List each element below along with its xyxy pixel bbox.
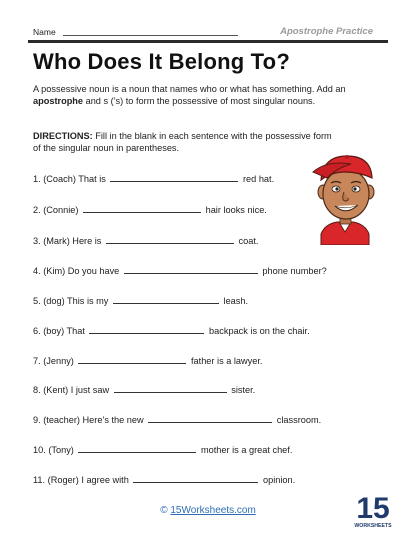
question-row xyxy=(33,204,267,215)
question-ending: opinion. xyxy=(262,475,296,485)
directions-label: DIRECTIONS: xyxy=(33,131,93,141)
site-link[interactable]: 15Worksheets.com xyxy=(170,505,256,516)
question-prompt: 5. (dog) This is my xyxy=(33,296,109,306)
copyright-symbol: © xyxy=(160,505,168,516)
logo-number: 15 xyxy=(356,492,390,525)
question-prompt: 1. (Coach) That is xyxy=(33,174,106,184)
answer-blank[interactable] xyxy=(78,355,186,364)
answer-blank[interactable] xyxy=(78,444,196,453)
question-row xyxy=(33,384,255,395)
question-row xyxy=(33,325,310,336)
question-ending: sister. xyxy=(231,385,256,395)
worksheets-logo-icon xyxy=(352,491,394,529)
name-label: Name xyxy=(33,27,56,37)
question-prompt: 9. (teacher) Here’s the new xyxy=(33,415,144,425)
question-prompt: 10. (Tony) xyxy=(33,445,74,455)
question-row xyxy=(33,444,292,455)
answer-blank[interactable] xyxy=(124,265,258,274)
question-prompt: 3. (Mark) Here is xyxy=(33,236,102,246)
question-row xyxy=(33,355,262,366)
cartoon-man-icon xyxy=(303,150,388,245)
question-row xyxy=(33,235,258,246)
answer-blank[interactable] xyxy=(113,295,219,304)
question-ending: coat. xyxy=(238,236,259,246)
question-ending: classroom. xyxy=(276,415,322,425)
question-row xyxy=(33,265,327,276)
question-row xyxy=(33,414,321,425)
question-prompt: 4. (Kim) Do you have xyxy=(33,266,120,276)
question-ending: red hat. xyxy=(242,174,275,184)
answer-blank[interactable] xyxy=(133,474,258,483)
answer-blank[interactable] xyxy=(83,204,201,213)
intro-bold-word: apostrophe xyxy=(33,95,84,106)
question-row xyxy=(33,173,274,184)
question-ending: father is a lawyer. xyxy=(190,356,263,366)
answer-blank[interactable] xyxy=(148,414,272,423)
series-title: Apostrophe Practice xyxy=(280,26,373,37)
answer-blank[interactable] xyxy=(110,173,238,182)
logo-caption: WORKSHEETS xyxy=(354,523,392,529)
directions-text: Fill in the blank in each sentence with the possessive form of the singular noun in parentheses. xyxy=(33,131,332,153)
name-line[interactable] xyxy=(63,35,238,36)
question-prompt: 6. (boy) That xyxy=(33,326,85,336)
question-row xyxy=(33,295,248,306)
worksheet-header xyxy=(33,23,385,41)
intro-paragraph xyxy=(33,84,373,107)
question-ending: mother is a great chef. xyxy=(200,445,293,455)
question-prompt: 8. (Kent) I just saw xyxy=(33,385,110,395)
intro-text-1: A possessive noun is a noun that names who or what has something. Add an xyxy=(33,84,346,94)
question-row xyxy=(33,474,295,485)
question-prompt: 2. (Connie) xyxy=(33,205,79,215)
question-ending: phone number? xyxy=(262,266,327,276)
header-divider xyxy=(28,40,388,43)
question-ending: backpack is on the chair. xyxy=(209,326,310,336)
question-prompt: 11. (Roger) I agree with xyxy=(33,475,129,485)
answer-blank[interactable] xyxy=(114,384,227,393)
question-ending: leash. xyxy=(223,296,249,306)
question-prompt: 7. (Jenny) xyxy=(33,356,74,366)
question-ending: hair looks nice. xyxy=(205,205,267,215)
page-title: Who Does It Belong To? xyxy=(33,49,290,74)
directions-paragraph xyxy=(33,131,333,154)
answer-blank[interactable] xyxy=(106,235,234,244)
answer-blank[interactable] xyxy=(89,325,204,334)
intro-text-2: and s (’s) to form the possessive of most singular nouns. xyxy=(83,95,316,106)
